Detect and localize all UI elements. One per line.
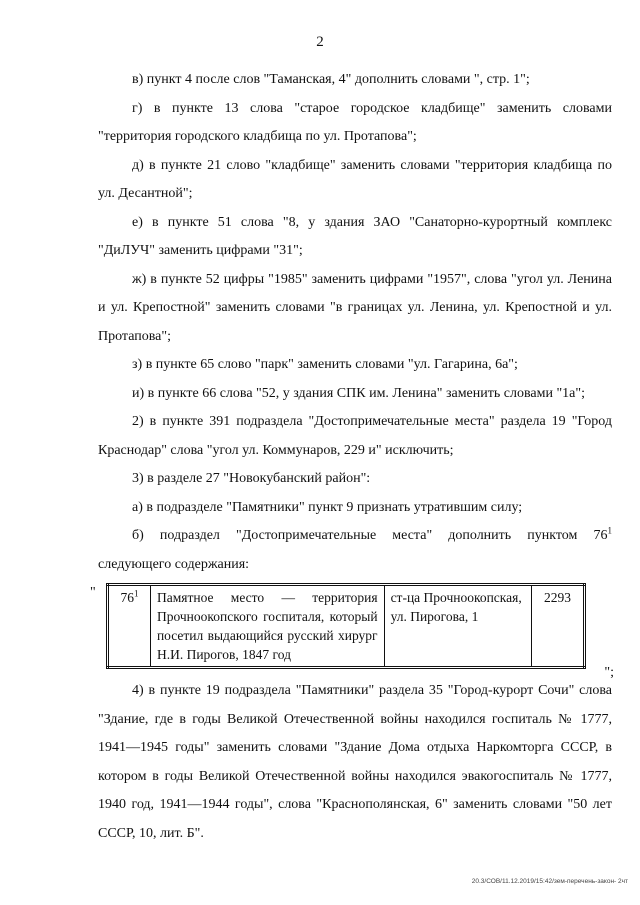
item-address: ст-ца Прочноокопская, ул. Пирогова, 1: [384, 585, 532, 668]
item-number-sup: 1: [133, 588, 139, 599]
monument-table: [106, 583, 586, 669]
item-number-cell: [108, 585, 151, 668]
paragraph-a: а) в подразделе "Памятники" пункт 9 признать утратившим силу;: [132, 499, 523, 515]
paragraph-2: 2) в пункте 391 подраздела "Достопримечательные места" раздела 19 "Город Краснодар" слова "угол ул. Коммунаров, 229 и" исключить;: [98, 414, 612, 458]
paragraph-b-sup: 1: [607, 525, 612, 536]
item-number: 76: [120, 590, 134, 605]
footer-stamp: 20.3/СОВ/11.12.2019/15:42/зем-перечень-закон- 2чт: [471, 878, 628, 885]
paragraph-d: д) в пункте 21 слово "кладбище" заменить словами "территория кладбища по ул. Десантной";: [98, 157, 612, 201]
paragraph-3: 3) в разделе 27 "Новокубанский район":: [132, 471, 371, 486]
document-body: [90, 66, 614, 848]
paragraph-i: и) в пункте 66 слова "52, у здания СПК им. Ленина" заменить словами "1а";: [132, 385, 585, 401]
item-description: Памятное место — территория Прочноокопского госпиталя, который посетил выдающийся русский хирург Н.И. Пирогов, 1847 год: [150, 585, 384, 668]
paragraph-b-text-end: следующего содержания:: [98, 556, 250, 572]
paragraph-e: е) в пункте 51 слова "8, у здания ЗАО "Санаторно-курортный комплекс "ДиЛУЧ" заменить цифрами "31";: [98, 214, 612, 258]
item-code: 2293: [532, 585, 585, 668]
close-quote: ";: [604, 664, 614, 680]
paragraph-g: г) в пункте 13 слова "старое городское кладбище" заменить словами "территория городского кладбища по ул. Протапова";: [98, 100, 612, 144]
open-quote: ": [90, 585, 96, 600]
page-number: 2: [316, 34, 324, 50]
paragraph-zh: ж) в пункте 52 цифры "1985" заменить цифрами "1957", слова "угол ул. Ленина и ул. Крепостной" заменить словами "в границах ул. Ленина, ул. Крепостной и ул. Протапова";: [98, 271, 612, 344]
paragraph-b-text: б) подраздел "Достопримечательные места" дополнить пунктом 76: [132, 528, 608, 543]
paragraph-z: з) в пункте 65 слово "парк" заменить словами "ул. Гагарина, 6а";: [132, 357, 518, 372]
paragraph-v: в) пункт 4 после слов "Таманская, 4" дополнить словами ", стр. 1";: [132, 72, 530, 87]
paragraph-b: [98, 522, 612, 579]
paragraph-4: 4) в пункте 19 подраздела "Памятники" раздела 35 "Город-курорт Сочи" слова "Здание, где в годы Великой Отечественной войны находился госпиталь № 1777, 1941—1945 годы" заменить словами "Здание Дома отдыха Наркомторга СССР, в котором в годы Великой Отечественной войны находился эвакогоспиталь № 1777, 1940 год, 1941—1944 годы", слова "Краснополянская, 6" заменить словами "50 лет СССР, 10, лит. Б".: [98, 683, 612, 841]
table-row: [108, 585, 585, 668]
inserted-item: [90, 583, 614, 680]
